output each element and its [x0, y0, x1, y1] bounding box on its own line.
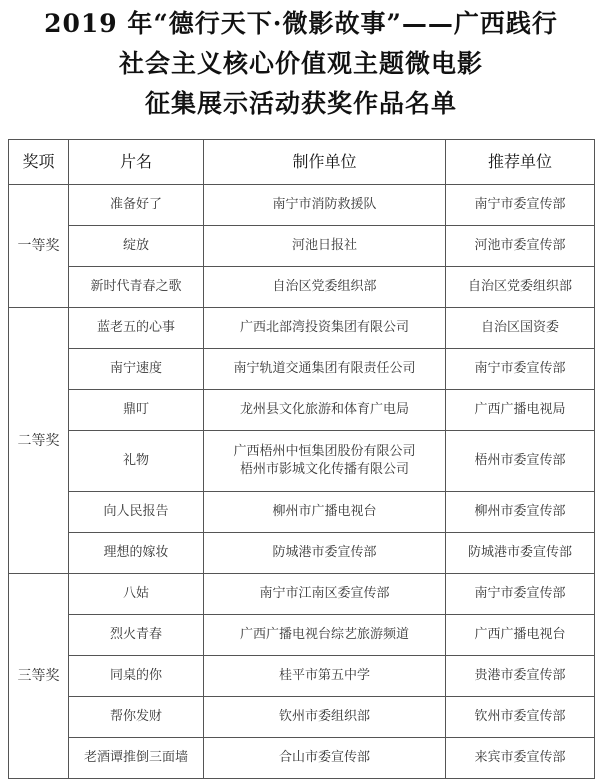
film-title-cell: 新时代青春之歌 [69, 267, 204, 308]
recommender-cell: 广西广播电视台 [446, 615, 595, 656]
producer-cell [204, 349, 446, 390]
producer-name: 广西梧州中恒集团股份有限公司 [233, 444, 416, 459]
recommender-cell: 自治区国资委 [446, 308, 595, 349]
producer-name: 合山市委宣传部 [278, 750, 370, 765]
film-title-cell: 蓝老五的心事 [69, 308, 204, 349]
producer-cell [204, 390, 446, 431]
film-title-cell: 烈火青春 [69, 615, 204, 656]
header-recommender: 推荐单位 [446, 140, 595, 185]
table-row [9, 390, 595, 431]
recommender-cell: 贵港市委宣传部 [446, 656, 595, 697]
producer-name: 南宁市消防救援队 [272, 197, 377, 212]
recommender-cell: 广西广播电视局 [446, 390, 595, 431]
table-row [9, 574, 595, 615]
recommender-cell: 自治区党委组织部 [446, 267, 595, 308]
header-film: 片名 [69, 140, 204, 185]
producer-name: 南宁市江南区委宣传部 [259, 586, 390, 601]
producer-name: 钦州市委组织部 [278, 709, 370, 724]
film-title-cell: 同桌的你 [69, 656, 204, 697]
table-row [9, 308, 595, 349]
recommender-cell: 梧州市委宣传部 [446, 431, 595, 492]
film-title-cell: 礼物 [69, 431, 204, 492]
film-title-cell: 绽放 [69, 226, 204, 267]
producer-cell [204, 431, 446, 492]
producer-cell [204, 697, 446, 738]
recommender-cell: 南宁市委宣传部 [446, 349, 595, 390]
awards-table [8, 139, 595, 779]
header-prize: 奖项 [9, 140, 69, 185]
table-row [9, 656, 595, 697]
producer-name: 南宁轨道交通集团有限责任公司 [233, 361, 416, 376]
film-title-cell: 准备好了 [69, 185, 204, 226]
producer-cell [204, 492, 446, 533]
table-row [9, 533, 595, 574]
film-title-cell: 南宁速度 [69, 349, 204, 390]
table-row [9, 226, 595, 267]
table-row [9, 738, 595, 779]
table-header-row [9, 140, 595, 185]
prize-cell: 一等奖 [9, 185, 69, 308]
table-row [9, 349, 595, 390]
table-row [9, 697, 595, 738]
producer-cell [204, 185, 446, 226]
producer-name: 龙州县文化旅游和体育广电局 [239, 402, 409, 417]
producer-name: 广西北部湾投资集团有限公司 [239, 320, 409, 335]
producer-name: 防城港市委宣传部 [272, 545, 377, 560]
document-title [0, 4, 602, 124]
producer-name: 河池日报社 [291, 238, 357, 253]
recommender-cell: 南宁市委宣传部 [446, 185, 595, 226]
film-title-cell: 八姑 [69, 574, 204, 615]
producer-cell [204, 615, 446, 656]
producer-name: 广西广播电视台综艺旅游频道 [239, 627, 409, 642]
table-row [9, 615, 595, 656]
recommender-cell: 防城港市委宣传部 [446, 533, 595, 574]
producer-name: 柳州市广播电视台 [272, 504, 377, 519]
film-title-cell: 鼎叮 [69, 390, 204, 431]
recommender-cell: 南宁市委宣传部 [446, 574, 595, 615]
awards-table-body [9, 185, 595, 779]
recommender-cell: 钦州市委宣传部 [446, 697, 595, 738]
film-title-cell: 向人民报告 [69, 492, 204, 533]
table-row [9, 431, 595, 492]
producer-cell [204, 226, 446, 267]
producer-cell [204, 574, 446, 615]
producer-name: 梧州市影城文化传播有限公司 [239, 462, 409, 477]
producer-cell [204, 738, 446, 779]
recommender-cell: 河池市委宣传部 [446, 226, 595, 267]
title-line-3: 征集展示活动获奖作品名单 [144, 89, 457, 118]
header-producer: 制作单位 [204, 140, 446, 185]
prize-cell: 二等奖 [9, 308, 69, 574]
producer-name: 自治区党委组织部 [272, 279, 377, 294]
producer-cell [204, 533, 446, 574]
film-title-cell: 老酒谭推倒三面墙 [69, 738, 204, 779]
table-row [9, 185, 595, 226]
title-line-2: 社会主义核心价值观主题微电影 [118, 49, 483, 78]
film-title-cell: 帮你发财 [69, 697, 204, 738]
table-row [9, 492, 595, 533]
recommender-cell: 来宾市委宣传部 [446, 738, 595, 779]
producer-cell [204, 656, 446, 697]
title-line-1: 2019 年“德行天下·微影故事”——广西践行 [44, 9, 558, 38]
prize-cell: 三等奖 [9, 574, 69, 779]
film-title-cell: 理想的嫁妆 [69, 533, 204, 574]
recommender-cell: 柳州市委宣传部 [446, 492, 595, 533]
producer-cell [204, 308, 446, 349]
producer-name: 桂平市第五中学 [278, 668, 370, 683]
producer-cell [204, 267, 446, 308]
table-row [9, 267, 595, 308]
